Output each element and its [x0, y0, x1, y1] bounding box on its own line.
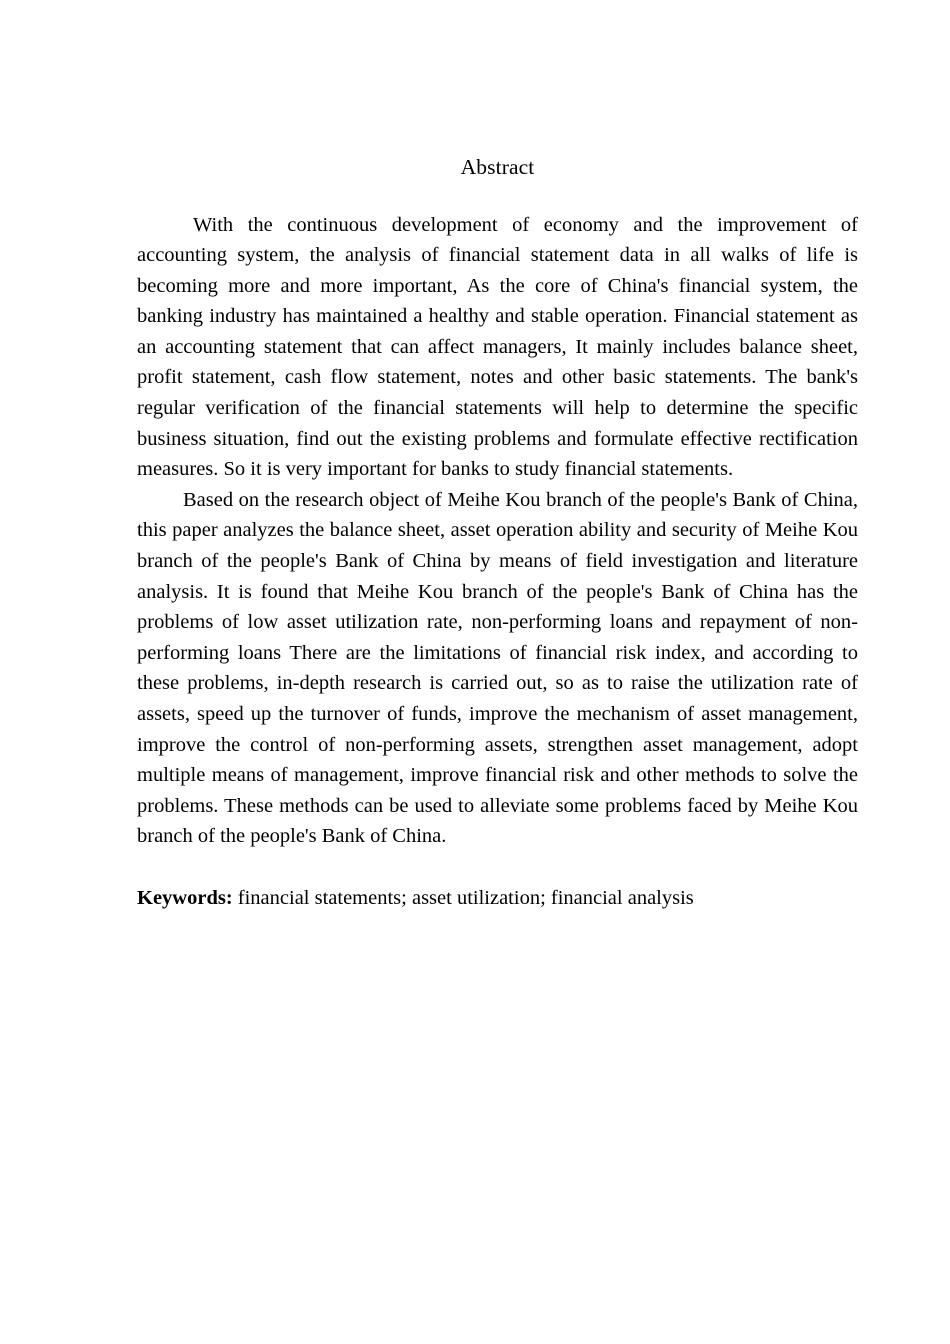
abstract-paragraph-2: Based on the research object of Meihe Kou branch of the people's Bank of China, this paper analyzes the balance sheet, asset operation ability and security of Meihe Kou branch of the people's Bank of China by means of field investigation and literature analysis. It is found that Meihe Kou branch of the people's Bank of China has the problems of low asset utilization rate, non-performing loans and repayment of non-performing loans There are the limitations of financial risk index, and according to these problems, in-depth research is carried out, so as to raise the utilization rate of assets, speed up the turnover of funds, improve the mechanism of asset management, improve the control of non-performing assets, strengthen asset management, adopt multiple means of management, improve financial risk and other methods to solve the problems. These methods can be used to alleviate some problems faced by Meihe Kou branch of the people's Bank of China. [137, 488, 858, 848]
page-title: Abstract [460, 155, 535, 179]
keywords-line [137, 883, 858, 914]
page-content [137, 0, 858, 914]
keywords-spacer [137, 852, 858, 883]
keywords-label: Keywords: [137, 886, 233, 909]
title-body-spacer [137, 183, 858, 210]
abstract-paragraph-1: With the continuous development of economy and the improvement of accounting system, the analysis of financial statement data in all walks of life is becoming more and more important, As the core of China's financial system, the banking industry has maintained a healthy and stable operation. Financial statement as an accounting statement that can affect managers, It mainly includes balance sheet, profit statement, cash flow statement, notes and other basic statements. The bank's regular verification of the financial statements will help to determine the specific business situation, find out the existing problems and formulate effective rectification measures. So it is very important for banks to study financial statements. [137, 213, 858, 481]
keywords-value: financial statements; asset utilization; financial analysis [232, 886, 694, 909]
